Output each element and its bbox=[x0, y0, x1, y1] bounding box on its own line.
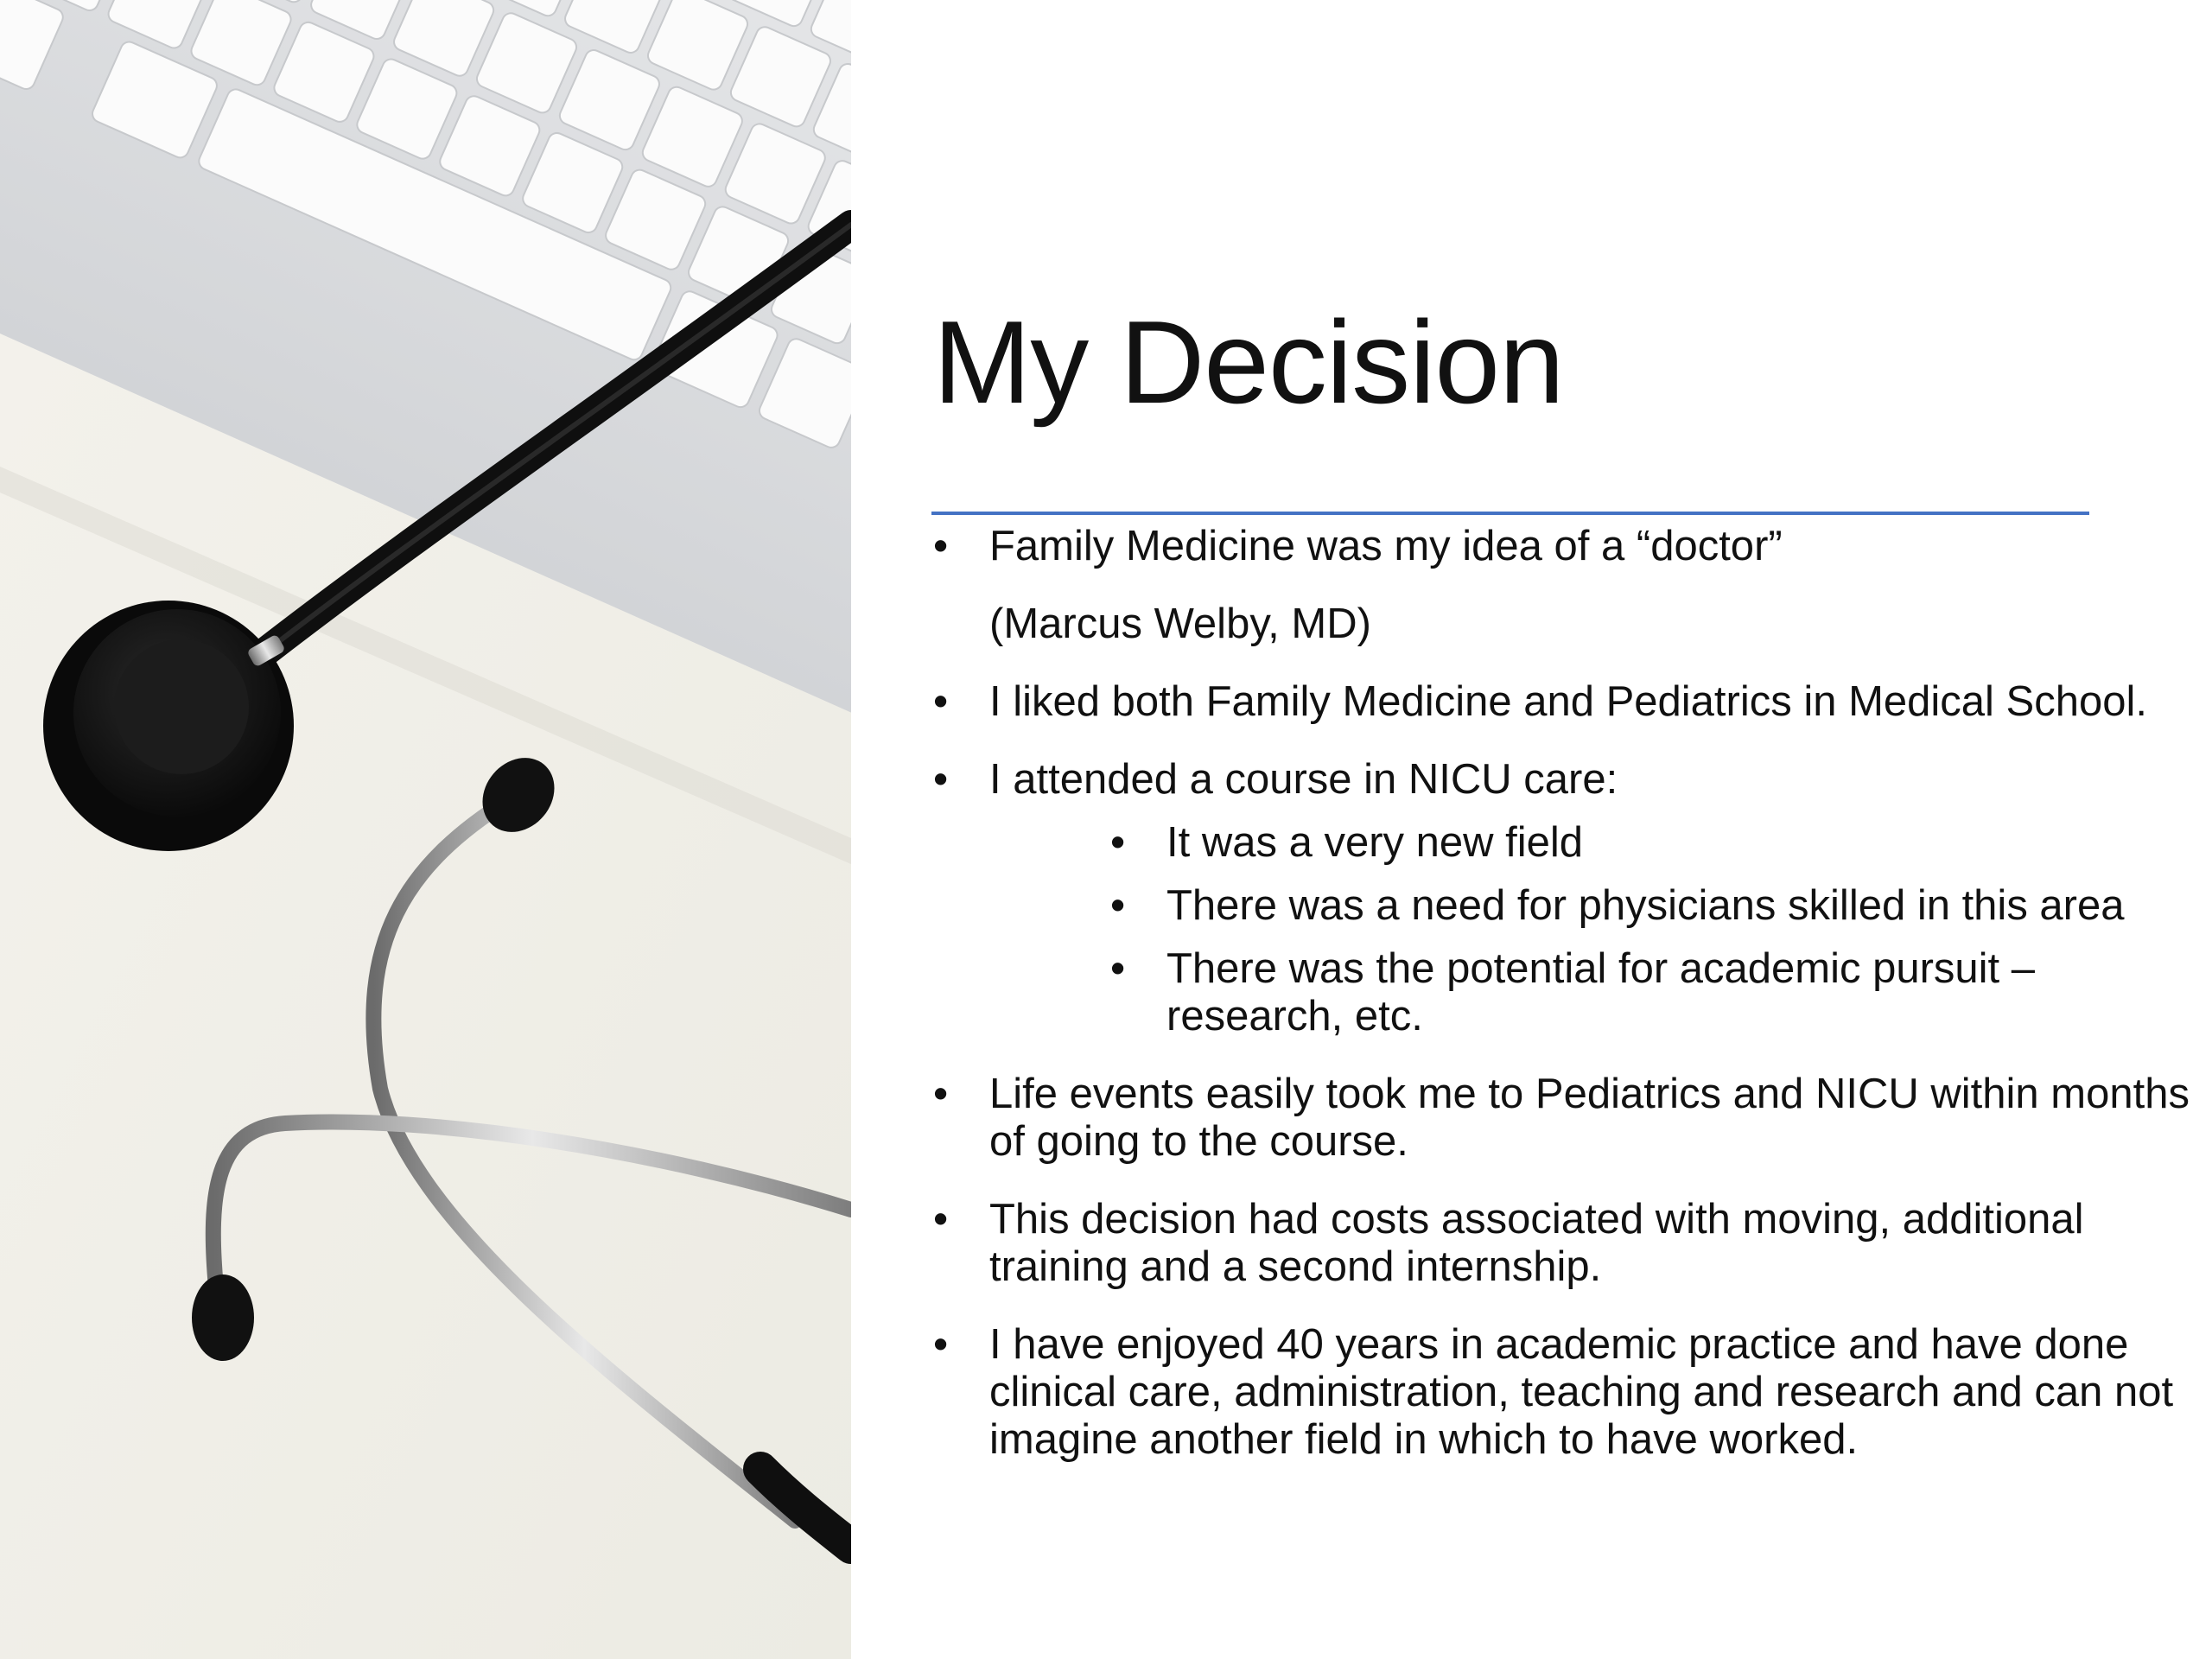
stethoscope-keyboard-photo bbox=[0, 0, 851, 1659]
bullet-text: Family Medicine was my idea of a “doctor” bbox=[989, 523, 1783, 569]
sub-bullet-text: There was the potential for academic pursuit – research, etc. bbox=[1166, 945, 2036, 1039]
slide-title: My Decision bbox=[933, 296, 1564, 428]
bullet-text: Life events easily took me to Pediatrics and NICU within months of going to the course. bbox=[989, 1071, 2190, 1165]
title-underline bbox=[931, 512, 2089, 515]
bullet-continuation-text: (Marcus Welby, MD) bbox=[989, 601, 1371, 647]
bullet-item bbox=[925, 1071, 2195, 1166]
sub-bullet-item bbox=[989, 882, 2195, 930]
bullet-text: I have enjoyed 40 years in academic practice and have done clinical care, administration, teaching and research and can not imagine another field in which to have worked. bbox=[989, 1321, 2174, 1463]
bullet-item bbox=[925, 756, 2195, 1040]
sub-bullet-text: It was a very new field bbox=[1166, 819, 1584, 866]
bullet-item bbox=[925, 523, 2195, 570]
bullet-text: This decision had costs associated with moving, additional training and a second internship. bbox=[989, 1196, 2084, 1290]
bullet-item bbox=[925, 678, 2195, 726]
bullet-item bbox=[925, 1321, 2195, 1464]
bullet-text: I liked both Family Medicine and Pediatrics in Medical School. bbox=[989, 678, 2147, 725]
bullet-text: I attended a course in NICU care: bbox=[989, 756, 1618, 803]
sub-bullet-item bbox=[989, 819, 2195, 867]
sub-bullet-text: There was a need for physicians skilled in this area bbox=[1166, 882, 2125, 929]
sub-bullet-list bbox=[989, 819, 2195, 1040]
bullet-item bbox=[925, 1196, 2195, 1291]
sub-bullet-item bbox=[989, 945, 2195, 1040]
bullet-continuation bbox=[925, 601, 2195, 648]
bullet-list bbox=[925, 518, 2195, 1464]
